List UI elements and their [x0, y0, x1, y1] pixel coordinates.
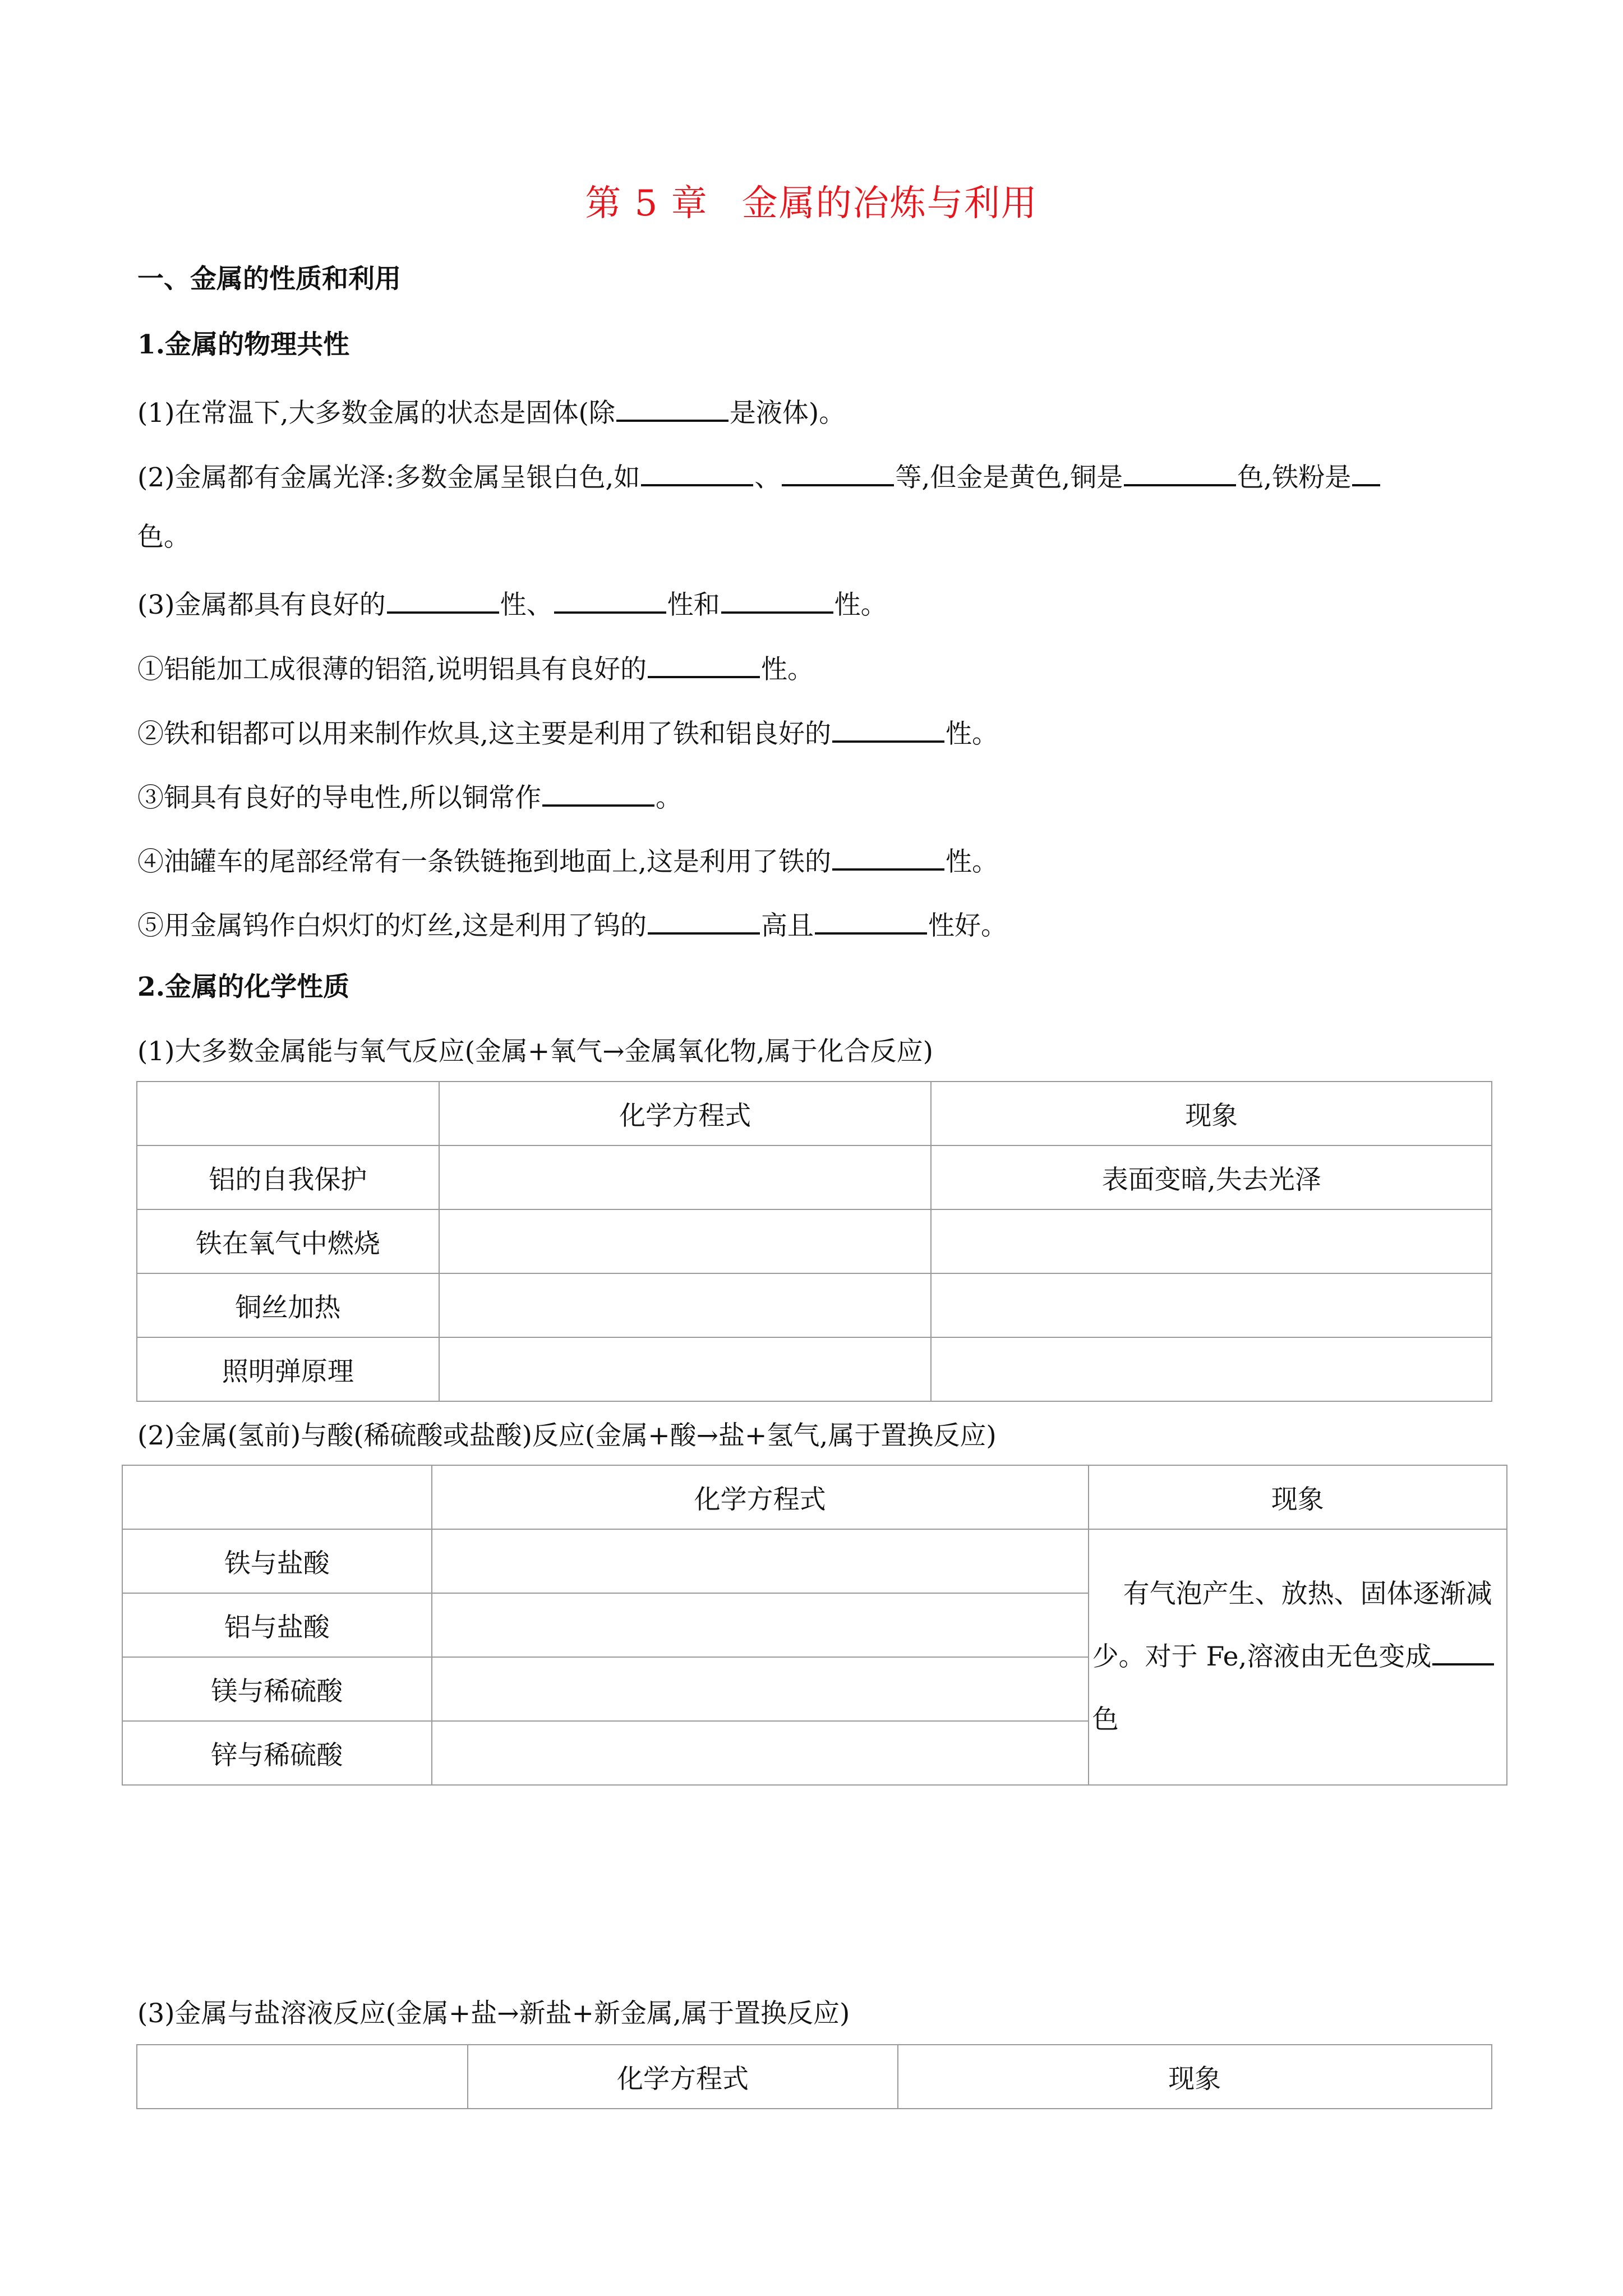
fill-blank[interactable] [1124, 457, 1236, 486]
question-1: ①铝能加工成很薄的铝箔,说明铝具有良好的 性。 [137, 649, 814, 687]
table-header-row: 化学方程式 现象 [137, 1082, 1492, 1145]
fill-blank[interactable] [815, 905, 927, 935]
table3-caption: (3)金属与盐溶液反应(金属+盐→新盐+新金属,属于置换反应) [137, 1998, 850, 2029]
question-3: ③铜具有良好的导电性,所以铜常作 。 [137, 777, 682, 815]
fill-blank[interactable] [782, 457, 894, 486]
table2-caption: (2)金属(氢前)与酸(稀硫酸或盐酸)反应(金属+酸→盐+氢气,属于置换反应) [137, 1420, 997, 1451]
fill-blank[interactable] [1432, 1636, 1494, 1665]
table-row: 锌与稀硫酸 [122, 1721, 1507, 1785]
phenomenon-cell[interactable] [931, 1273, 1492, 1337]
subsection-heading-chemical: 2.金属的化学性质 [137, 972, 350, 1002]
fill-blank[interactable] [832, 841, 944, 871]
equation-cell[interactable] [432, 1721, 1089, 1785]
fill-blank[interactable] [554, 585, 666, 614]
subsection-heading-physical: 1.金属的物理共性 [137, 329, 350, 360]
fill-blank[interactable] [721, 585, 833, 614]
fill-blank[interactable] [641, 457, 753, 486]
table-row: 镁与稀硫酸 [122, 1657, 1507, 1721]
phenomenon-cell[interactable] [931, 1209, 1492, 1273]
table1-caption: (1)大多数金属能与氧气反应(金属+氧气→金属氧化物,属于化合反应) [137, 1036, 933, 1067]
acid-reaction-table [122, 1465, 1507, 1786]
section-heading: 一、金属的性质和利用 [137, 264, 401, 295]
question-5: ⑤用金属钨作白炽灯的灯丝,这是利用了钨的 高且 性好。 [137, 905, 1007, 943]
equation-cell[interactable] [432, 1657, 1089, 1721]
table-header-row: 化学方程式 现象 [122, 1465, 1507, 1529]
table-row: 照明弹原理 [137, 1337, 1492, 1401]
fill-blank[interactable] [648, 905, 760, 935]
paragraph-properties: (3)金属都具有良好的 性、 性和 性。 [137, 585, 887, 622]
fill-blank[interactable] [542, 777, 654, 807]
oxygen-reaction-table [136, 1081, 1492, 1402]
table-row: 铁在氧气中燃烧 [137, 1209, 1492, 1273]
table-row: 铝与盐酸 [122, 1593, 1507, 1657]
equation-cell[interactable] [439, 1209, 932, 1273]
question-4: ④油罐车的尾部经常有一条铁链拖到地面上,这是利用了铁的 性。 [137, 841, 998, 879]
equation-cell[interactable] [432, 1593, 1089, 1657]
paragraph-state: (1)在常温下,大多数金属的状态是固体(除 是液体)。 [137, 393, 845, 430]
table-row: 铜丝加热 [137, 1273, 1492, 1337]
equation-cell[interactable] [439, 1145, 932, 1209]
fill-blank[interactable] [387, 585, 499, 614]
salt-reaction-table [136, 2044, 1492, 2109]
table-row: 铝的自我保护 表面变暗,失去光泽 [137, 1145, 1492, 1209]
equation-cell[interactable] [432, 1529, 1089, 1593]
paragraph-luster: (2)金属都有金属光泽:多数金属呈银白色,如 、 等,但金是黄色,铜是 色,铁粉是 [137, 457, 1381, 495]
chapter-number: 第 5 章 [585, 183, 708, 224]
fill-blank[interactable] [648, 649, 760, 678]
table-row: 铁与盐酸 有气泡产生、放热、固体逐渐减少。对于 Fe,溶液由无色变成色 [122, 1529, 1507, 1593]
equation-cell[interactable] [439, 1273, 932, 1337]
fill-blank[interactable] [616, 393, 728, 422]
table-header-row: 化学方程式 现象 [137, 2045, 1492, 2109]
question-2: ②铁和铝都可以用来制作炊具,这主要是利用了铁和铝良好的 性。 [137, 714, 998, 751]
fill-blank[interactable] [1352, 457, 1380, 486]
fill-blank[interactable] [832, 714, 944, 743]
chapter-title [0, 178, 1623, 229]
phenomenon-merged-cell: 有气泡产生、放热、固体逐渐减少。对于 Fe,溶液由无色变成色 [1089, 1529, 1507, 1785]
chapter-name: 金属的冶炼与利用 [741, 183, 1038, 224]
equation-cell[interactable] [439, 1337, 932, 1401]
phenomenon-cell: 表面变暗,失去光泽 [931, 1145, 1492, 1209]
paragraph-luster-cont: 色。 [137, 522, 190, 553]
phenomenon-cell[interactable] [931, 1337, 1492, 1401]
